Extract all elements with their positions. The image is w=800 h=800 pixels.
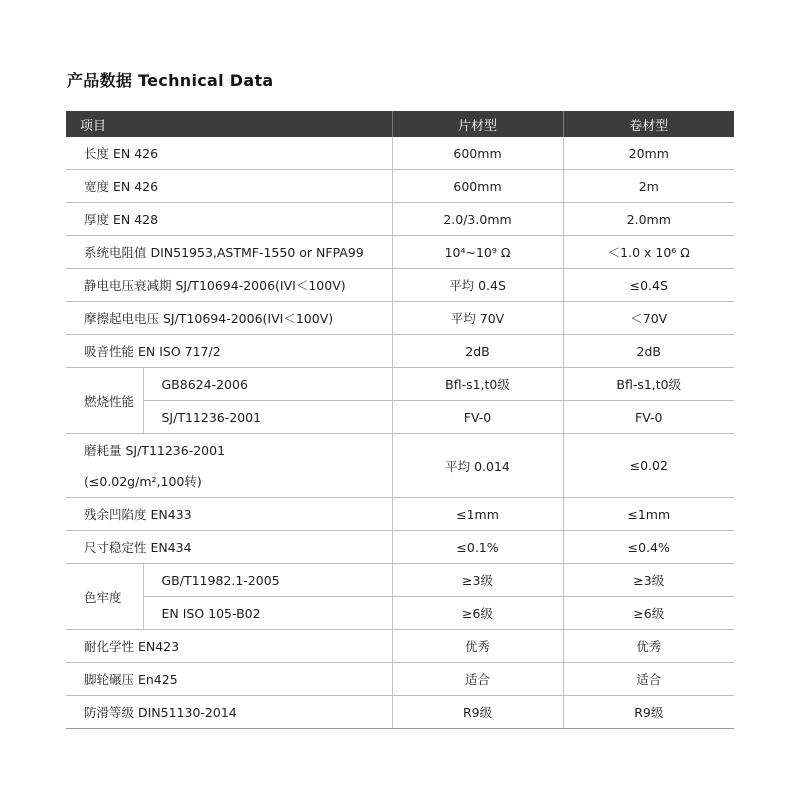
table-row [66, 236, 734, 269]
row-roll-value: 2.0mm [563, 203, 734, 236]
row-sheet-value: 2dB [392, 335, 563, 368]
table-row [66, 137, 734, 170]
row-sheet-value: ≤0.1% [392, 531, 563, 564]
row-roll-value: ≤1mm [563, 498, 734, 531]
row-roll-value: ＜1.0 x 10⁶ Ω [563, 236, 734, 269]
table-row [66, 531, 734, 564]
row-item [66, 434, 392, 498]
row-item: 长度 EN 426 [66, 137, 392, 170]
sub-item: GB/T11982.1-2005 [143, 564, 392, 597]
row-sheet-value: FV-0 [392, 401, 563, 434]
row-sheet-value: ≥6级 [392, 597, 563, 630]
table-row [66, 335, 734, 368]
table-row [66, 368, 734, 401]
row-item: 耐化学性 EN423 [66, 630, 392, 663]
row-item: 静电电压衰减期 SJ/T10694-2006(IVI＜100V) [66, 269, 392, 302]
row-sheet-value: ≤1mm [392, 498, 563, 531]
table-row [66, 498, 734, 531]
row-item: 尺寸稳定性 EN434 [66, 531, 392, 564]
row-sheet-value: 2.0/3.0mm [392, 203, 563, 236]
row-roll-value: 优秀 [563, 630, 734, 663]
row-item: 宽度 EN 426 [66, 170, 392, 203]
table-row [66, 269, 734, 302]
row-roll-value: ≥6级 [563, 597, 734, 630]
table-row [66, 663, 734, 696]
sub-item: GB8624-2006 [143, 368, 392, 401]
row-item: 防滑等级 DIN51130-2014 [66, 696, 392, 729]
header-item: 项目 [66, 111, 392, 137]
table-row [66, 630, 734, 663]
wear-line-1: 磨耗量 SJ/T11236-2001 [84, 442, 226, 458]
row-sheet-value: Bfl-s1,t0级 [392, 368, 563, 401]
row-item: 厚度 EN 428 [66, 203, 392, 236]
technical-data-table [66, 111, 734, 729]
row-item: 吸音性能 EN ISO 717/2 [66, 335, 392, 368]
row-roll-value: 20mm [563, 137, 734, 170]
row-roll-value: ＜70V [563, 302, 734, 335]
table-row [66, 434, 734, 498]
row-sheet-value: 优秀 [392, 630, 563, 663]
row-sheet-value: R9级 [392, 696, 563, 729]
row-item: 系统电阻值 DIN51953,ASTMF-1550 or NFPA99 [66, 236, 392, 269]
table-row [66, 597, 734, 630]
header-sheet-type: 片材型 [392, 111, 563, 137]
sub-item: SJ/T11236-2001 [143, 401, 392, 434]
table-row [66, 564, 734, 597]
row-roll-value: 2dB [563, 335, 734, 368]
row-item: 脚轮碾压 En425 [66, 663, 392, 696]
row-roll-value: Bfl-s1,t0级 [563, 368, 734, 401]
table-header-row [66, 111, 734, 137]
row-roll-value: ≥3级 [563, 564, 734, 597]
row-sheet-value: 平均 0.4S [392, 269, 563, 302]
row-item: 残余凹陷度 EN433 [66, 498, 392, 531]
table-row [66, 170, 734, 203]
group-label-fire: 燃烧性能 [66, 368, 143, 434]
row-sheet-value: ≥3级 [392, 564, 563, 597]
row-sheet-value: 平均 0.014 [392, 434, 563, 498]
header-roll-type: 卷材型 [563, 111, 734, 137]
row-sheet-value: 平均 70V [392, 302, 563, 335]
row-sheet-value: 600mm [392, 170, 563, 203]
page-title: 产品数据 Technical Data [67, 71, 274, 90]
table-row [66, 203, 734, 236]
row-sheet-value: 600mm [392, 137, 563, 170]
row-roll-value: ≤0.02 [563, 434, 734, 498]
row-sheet-value: 适合 [392, 663, 563, 696]
row-sheet-value: 10⁴~10⁹ Ω [392, 236, 563, 269]
row-roll-value: 适合 [563, 663, 734, 696]
sub-item: EN ISO 105-B02 [143, 597, 392, 630]
row-roll-value: R9级 [563, 696, 734, 729]
table-row [66, 302, 734, 335]
row-roll-value: 2m [563, 170, 734, 203]
row-roll-value: FV-0 [563, 401, 734, 434]
table-row [66, 401, 734, 434]
wear-line-2: (≤0.02g/m²,100转) [84, 473, 202, 489]
row-roll-value: ≤0.4S [563, 269, 734, 302]
row-roll-value: ≤0.4% [563, 531, 734, 564]
row-item: 摩擦起电电压 SJ/T10694-2006(IVI＜100V) [66, 302, 392, 335]
table-row [66, 696, 734, 729]
group-label-color-fastness: 色牢度 [66, 564, 143, 630]
